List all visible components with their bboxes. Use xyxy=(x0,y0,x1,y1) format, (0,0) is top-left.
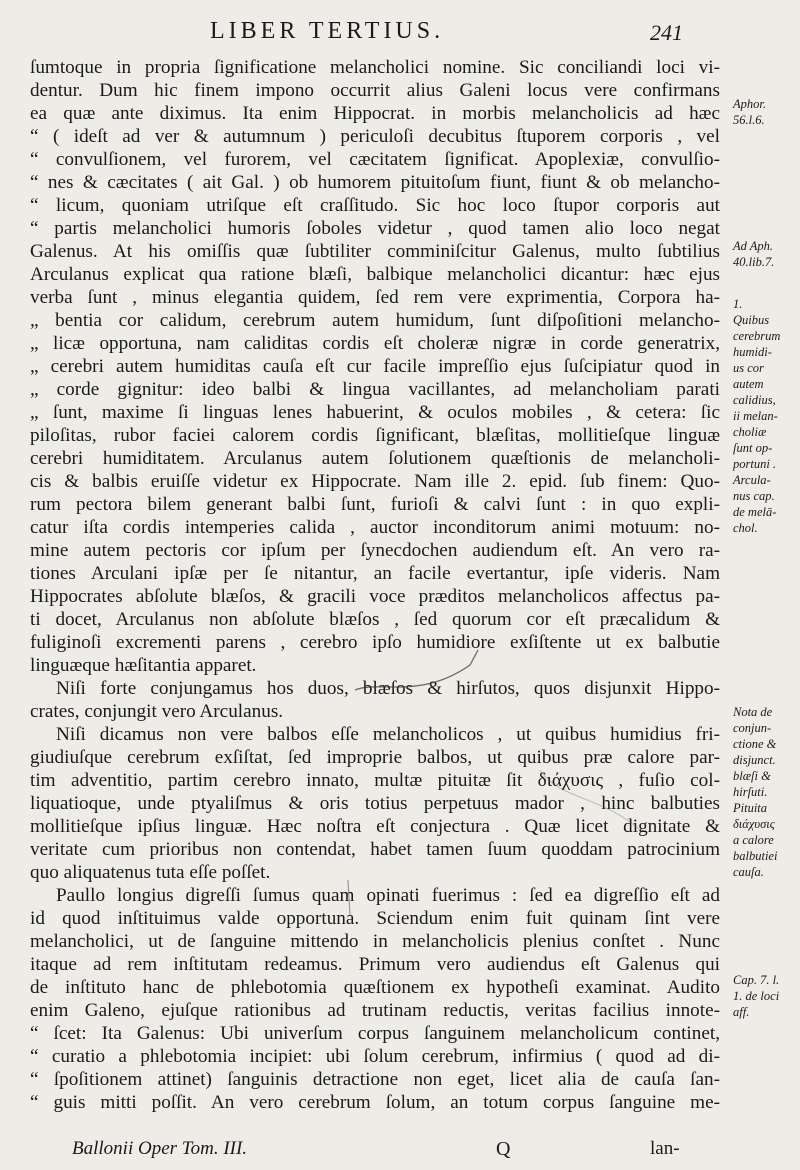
text-line: enim Galeno, ejuſque rationibus ad trutinam reductis, veritas facilius innote- xyxy=(30,1000,720,1021)
text-line: piloſitas, rubor faciei calorem cordis ſignificant, blæſitas, mollitieſque linguæ xyxy=(30,425,720,446)
text-line: „ bentia cor calidum, cerebrum autem humidum, ſunt diſpoſitioni melancho- xyxy=(30,310,720,331)
text-line: fuliginoſi excrementi parens , cerebro ipſo humidiore exſiſtente ut ex balbutie xyxy=(30,632,720,653)
text-line: “ licum, quoniam utriſque eſt craſſitudo. Sic hoc loco ſtupor corporis aut xyxy=(30,195,720,216)
text-line: id quod inſtituimus valde opportuna. Sciendum enim fuit quinam ſint vere xyxy=(30,908,720,929)
text-line: mine autem pectoris cor ipſum per ſynecdochen audiendum eſt. An vero ra- xyxy=(30,540,720,561)
catchword: lan- xyxy=(650,1138,680,1159)
text-line: cis & balbis eruiſſe videtur ex Hippocrate. Nam ille 2. epid. ſub finem: Quo- xyxy=(30,471,720,492)
text-line: catur iſta cordis intemperies calida , auctor inconditorum animi motuum: no- xyxy=(30,517,720,538)
text-line: „ licæ opportuna, nam caliditas cordis eſt choleræ nigræ in corde generatrix, xyxy=(30,333,720,354)
text-line: dentur. Dum hic finem impono occurrit alius Galeni locus vere confirmans xyxy=(30,80,720,101)
text-line: de inſtituto hanc de phlebotomia quæſtionem ex hypotheſi examinat. Audito xyxy=(30,977,720,998)
text-line: crates, conjungit vero Arculanus. xyxy=(30,701,284,722)
text-line: verba ſunt , minus elegantia quidem, ſed rem vere exprimentia, Corpora ha- xyxy=(30,287,720,308)
text-line: melancholici, ut de ſanguine mittendo in melancholicis plenius conſtet . Nunc xyxy=(30,931,720,952)
text-line: Niſi forte conjungamus hos duos, blæſos & hirſutos, quos disjunxit Hippo- xyxy=(56,678,720,699)
page-number: 241 xyxy=(650,20,683,45)
page-header xyxy=(0,18,800,52)
text-line: liquatioque, unde ptyaliſmus & oris totius perpetuus mador , hinc balbuties xyxy=(30,793,720,814)
signature-mark: Q xyxy=(496,1138,511,1160)
text-line: “ guis mitti poſſit. An vero cerebrum ſolum, an totum corpus ſanguine me- xyxy=(30,1092,720,1113)
text-line: tiones Arculani ipſæ per ſe nitantur, an facile evertantur, ipſe videris. Nam xyxy=(30,563,720,584)
text-line: „ corde gignitur: ideo balbi & lingua vacillantes, ad melancholiam parati xyxy=(30,379,720,400)
text-line: Niſi dicamus non vere balbos eſſe melancholicos , ut quibus humidius fri- xyxy=(56,724,720,745)
running-title: LIBER TERTIUS. xyxy=(210,18,445,44)
text-line: „ ſunt, maxime ſi linguas lenes habuerint, & oculos mobiles , & cetera: ſic xyxy=(30,402,720,423)
text-line: tim adventitio, partim cerebro innato, multæ pituitæ ſit διάχυσις , fuſio col- xyxy=(30,770,720,791)
text-line: Arculanus explicat qua ratione blæſi, balbique melancholici dicantur: hæc ejus xyxy=(30,264,720,285)
text-line: “ convulſionem, vel furorem, vel cæcitatem ſignificat. Apoplexiæ, convulſio- xyxy=(30,149,720,170)
text-line: ea quæ ante diximus. Ita enim Hippocrat. in morbis melancholicis ad hæc xyxy=(30,103,720,124)
text-line: mollitieſque ipſius linguæ. Hæc noſtra eſt conjectura . Quæ licet dignitate & xyxy=(30,816,720,837)
text-line: cerebri humiditatem. Arculanus autem ſolutionem quæſtionis de melancholi- xyxy=(30,448,720,469)
text-line: Galenus. At his omiſſis quæ ſubtiliter comminiſcitur Galenus, multo ſubtilius xyxy=(30,241,720,262)
text-line: „ cerebri autem humiditas cauſa eſt cur facile impreſſio ejus ſuſcipiatur quod in xyxy=(30,356,720,377)
text-line: Paullo longius digreſſi ſumus quam opinati fuerimus : ſed ea digreſſio eſt ad xyxy=(56,885,720,906)
text-line: linguæque hæſitantia apparet. xyxy=(30,655,257,676)
text-line: “ ( ideſt ad ver & autumnum ) periculoſi decubitus ſtuporem corporis , vel xyxy=(30,126,720,147)
text-line: itaque ad rem inſtitutam redeamus. Primum vero audiendus eſt Galenus qui xyxy=(30,954,720,975)
text-line: Hippocrates abſolute blæſos, & gracili voce præditos melancholicos affectus pa- xyxy=(30,586,720,607)
text-line: ſumtoque in propria ſignificatione melancholici nomine. Sic conciliandi loci vi- xyxy=(30,57,720,78)
text-line: quo aliquatenus tuta eſſe poſſet. xyxy=(30,862,271,883)
text-line: “ nes & cæcitates ( ait Gal. ) ob humorem pituitoſum fiunt, fiunt & ob melancho- xyxy=(30,172,720,193)
margin-note-ad-aph: Ad Aph. 40.lib.7. xyxy=(733,239,775,269)
body-text xyxy=(30,56,720,1114)
text-line: “ partis melancholici humoris ſoboles videtur , quod tamen alio loco negat xyxy=(30,218,720,239)
text-line: veritate cum prioribus non contendat, habet tamen ſuum quoddam patrocinium xyxy=(30,839,720,860)
margin-note-cap: Cap. 7. l. 1. de loci aff. xyxy=(733,973,780,1019)
text-line: ti docet, Arculanus non abſolute blæſos , ſed quorum cor eſt præcalidum & xyxy=(30,609,720,630)
text-line: “ ſcet: Ita Galenus: Ubi univerſum corpus ſanguinem melancholicum continet, xyxy=(30,1023,720,1044)
text-line: rum pectora bilem generant balbi ſunt, furioſi & calvi ſunt : in quo expli- xyxy=(30,494,720,515)
text-line: giudiuſque cerebrum exſiſtat, ſed improprie balbos, ut quibus præ calore par- xyxy=(30,747,720,768)
text-line: “ curatio a phlebotomia incipiet: ubi ſolum cerebrum, infirmius ( quod ad di- xyxy=(30,1046,720,1067)
margin-note-conjunctione: Nota de conjun- ctione & disjunct. blæſi & hirſuti. Pituita διάχυσις a calore balbutiei cauſa. xyxy=(733,705,778,879)
text-line: “ ſpoſitionem attinet) ſanguinis detractione non eget, licet alia de cauſa ſan- xyxy=(30,1069,720,1090)
signature-line: Ballonii Oper Tom. III. xyxy=(72,1138,248,1159)
margin-note-aphor: Aphor. 56.l.6. xyxy=(733,97,766,127)
margin-note-quibus: 1. Quibus cerebrum humidi- us cor autem calidius, ii melan- choliæ ſunt op- portuni . Arcula- nus cap. de melā- chol. xyxy=(733,297,781,535)
page-footer xyxy=(0,1138,800,1166)
